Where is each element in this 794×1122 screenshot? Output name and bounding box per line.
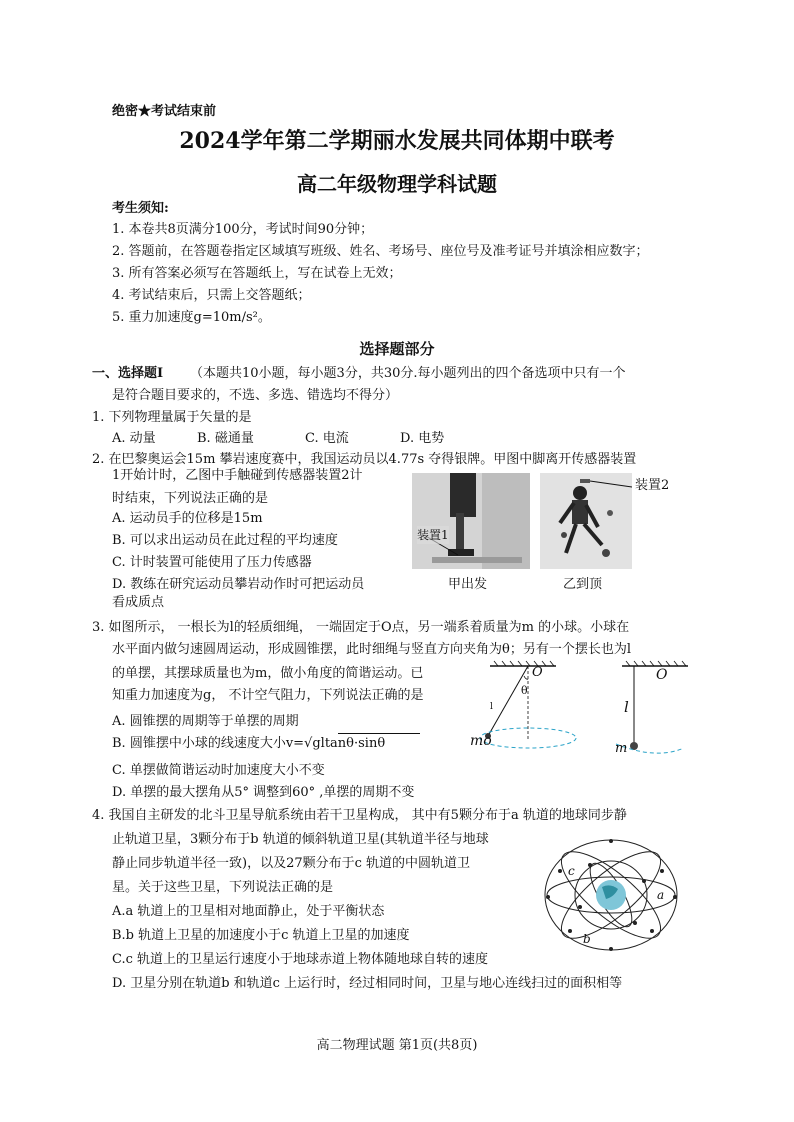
q2-photo-start <box>412 473 530 569</box>
q4-stem-line2: 止轨道卫星，3颗分布于b 轨道的倾斜轨道卫星(其轨道半径与地球 <box>112 832 489 847</box>
q1-option-b: B. 磁通量 <box>197 431 254 446</box>
q3-label-O2: O <box>656 667 668 683</box>
q4-option-b: B.b 轨道上卫星的加速度小于c 轨道上卫星的加速度 <box>112 928 410 943</box>
q3-stem-line1: 3. 如图所示， 一根长为l的轻质细绳， 一端固定于O点，另一端系着质量为m 的小球。小球在 <box>92 620 630 635</box>
part1-desc-line2: 是符合题目要求的，不选、多选、错选均不得分） <box>112 388 399 403</box>
q3-option-d: D. 单摆的最大摆角从5° 调整到60° ,单摆的周期不变 <box>112 785 415 800</box>
q4-option-a: A.a 轨道上的卫星相对地面静止，处于平衡状态 <box>112 904 385 919</box>
q2-option-c: C. 计时装置可能使用了压力传感器 <box>112 555 312 570</box>
q2-option-b: B. 可以求出运动员在此过程的平均速度 <box>112 533 338 548</box>
q2-caption-b: 乙到顶 <box>563 577 603 592</box>
q3-option-a: A. 圆锥摆的周期等于单摆的周期 <box>112 714 299 729</box>
climber-top-illustration <box>540 473 632 569</box>
q2-option-a: A. 运动员手的位移是15m <box>112 511 263 526</box>
q3-stem-line3: 的单摆，其摆球质量也为m，做小角度的简谐运动。已 <box>112 666 424 681</box>
part1-desc-line1: （本题共10小题，每小题3分，共30分.每小题列出的四个备选项中只有一个 <box>190 366 626 381</box>
q2-stem-line1: 2. 在巴黎奥运会15m 攀岩速度赛中，我国运动员以4.77s 夺得银牌。甲图中脚离开传感器装置 <box>92 452 637 467</box>
q3-stem-line2: 水平面内做匀速圆周运动，形成圆锥摆，此时细绳与竖直方向夹角为θ；另有一个摆长也为l <box>112 642 631 657</box>
q3-label-m1: mo <box>470 733 492 749</box>
q2-photo-top <box>540 473 632 569</box>
q4-stem-line1: 4. 我国自主研发的北斗卫星导航系统由若干卫星构成， 其中有5颗分布于a 轨道的地球同步静 <box>92 808 627 823</box>
q4-option-c: C.c 轨道上的卫星运行速度小于地球赤道上物体随地球自转的速度 <box>112 952 489 967</box>
q2-stem-line2: 1开始计时，乙图中手触碰到传感器装置2计 <box>112 468 363 483</box>
q4-stem-line4: 星。关于这些卫星，下列说法正确的是 <box>112 880 334 895</box>
q3-option-b: B. 圆锥摆中小球的线速度大小v=√gltanθ·sinθ <box>112 736 386 751</box>
q2-caption-a: 甲出发 <box>448 577 488 592</box>
section-title: 选择题部分 <box>359 340 435 358</box>
q3-stem-line4: 知重力加速度为g， 不计空气阻力，下列说法正确的是 <box>112 688 424 703</box>
notice-item-5: 5. 重力加速度g=10m/s²。 <box>112 310 271 325</box>
notice-item-1: 1. 本卷共8页满分100分，考试时间90分钟； <box>112 222 374 237</box>
secret-mark: 绝密★考试结束前 <box>112 104 217 119</box>
q4-label-b: b <box>583 932 591 946</box>
q4-option-d: D. 卫星分别在轨道b 和轨道c 上运行时，经过相同时间，卫星与地心连线扫过的面积相等 <box>112 976 623 991</box>
notice-item-4: 4. 考试结束后，只需上交答题纸； <box>112 288 311 303</box>
q4-label-a: a <box>657 888 665 902</box>
notice-item-2: 2. 答题前，在答题卷指定区域填写班级、姓名、考场号、座位号及准考证号并填涂相应数字； <box>112 244 649 259</box>
q1-option-d: D. 电势 <box>400 431 445 446</box>
q3-label-m2: m <box>615 741 628 756</box>
page-footer: 高二物理试题 第1页(共8页) <box>316 1038 478 1053</box>
q1-option-a: A. 动量 <box>112 431 156 446</box>
q3-label-theta: θ <box>521 684 528 697</box>
q3-option-c: C. 单摆做简谐运动时加速度大小不变 <box>112 763 325 778</box>
q1-stem: 1. 下列物理量属于矢量的是 <box>92 410 252 425</box>
notice-item-3: 3. 所有答案必须写在答题纸上，写在试卷上无效； <box>112 266 402 281</box>
climber-start-illustration <box>412 473 530 569</box>
q2-option-d-cont: 看成质点 <box>112 595 165 610</box>
q2-stem-line3: 时结束，下列说法正确的是 <box>112 491 269 506</box>
q3-label-l1: l <box>490 702 493 712</box>
exam-title: 2024学年第二学期丽水发展共同体期中联考 <box>179 128 615 154</box>
notice-heading: 考生须知: <box>112 201 169 216</box>
q3-label-l2: l <box>624 698 629 716</box>
part1-label: 一、选择题Ⅰ <box>92 366 164 381</box>
sqrt-overline <box>338 733 420 734</box>
q3-label-O1: O <box>532 665 543 680</box>
q4-stem-line3: 静止同步轨道半径一致)，以及27颗分布于c 轨道的中圆轨道卫 <box>112 856 471 871</box>
q1-option-c: C. 电流 <box>305 431 349 446</box>
q4-label-c: c <box>568 864 575 878</box>
q2-option-d: D. 教练在研究运动员攀岩动作时可把运动员 <box>112 577 365 592</box>
q2-fig-label1: 装置1 <box>417 528 449 542</box>
q3-pendulum-figure <box>466 660 688 760</box>
exam-subtitle: 高二年级物理学科试题 <box>297 172 497 196</box>
q2-fig-label2: 装置2 <box>635 478 670 493</box>
